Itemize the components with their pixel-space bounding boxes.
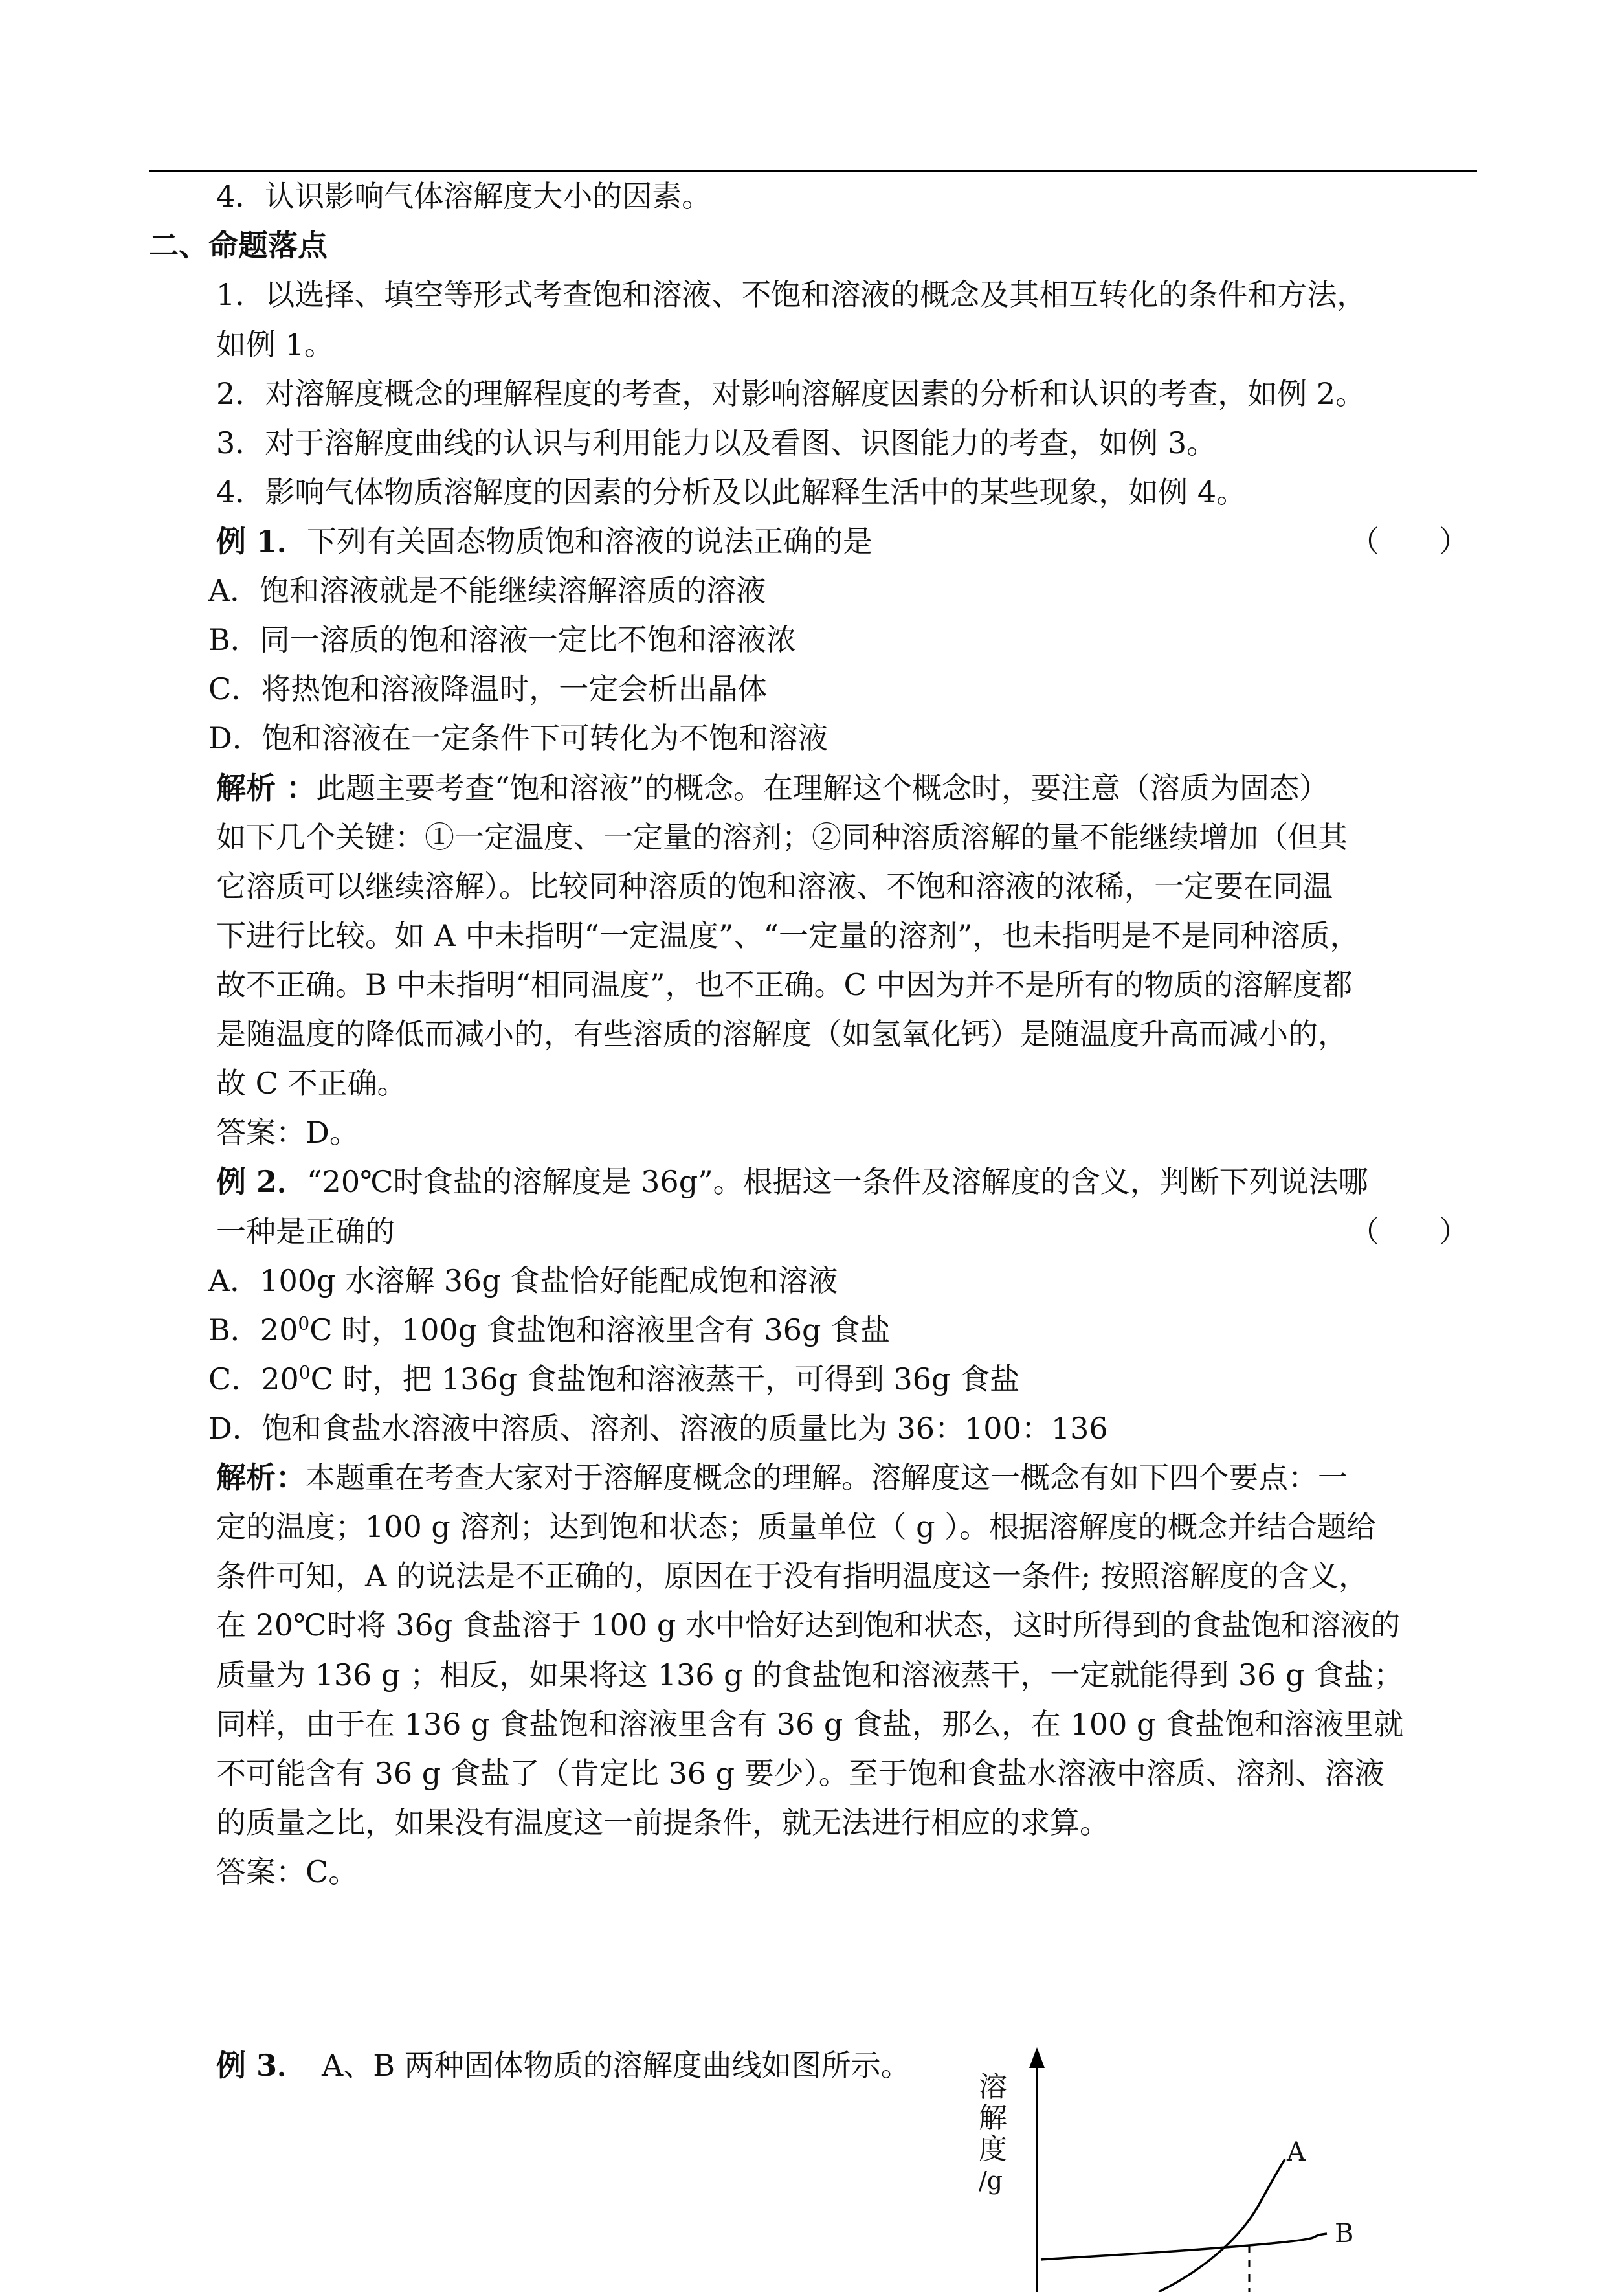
- text-line: 如下几个关键：①一定温度、一定量的溶剂；②同种溶质溶解的量不能继续增加（但其: [216, 820, 1348, 855]
- section-heading: 二、命题落点: [149, 228, 328, 263]
- answer-line: 答案：D。: [216, 1115, 359, 1150]
- text-line: 1．以选择、填空等形式考查饱和溶液、不饱和溶液的概念及其相互转化的条件和方法，: [216, 277, 1367, 312]
- header-rule: [149, 170, 1477, 172]
- text-line: 故 C 不正确。: [216, 1066, 407, 1101]
- text-line: 它溶质可以继续溶解）。比较同种溶质的饱和溶液、不饱和溶液的浓稀，一定要在同温: [216, 869, 1333, 904]
- option-b: B．同一溶质的饱和溶液一定比不饱和溶液浓: [208, 622, 796, 657]
- text-line: 是随温度的降低而减小的，有些溶质的溶解度（如氢氧化钙）是随温度升高而减小的，: [216, 1017, 1348, 1051]
- text-line: 质量为 136 g ；相反，如果将这 136 g 的食盐饱和溶液蒸干，一定就能得到 36 g 食盐；: [216, 1657, 1404, 1692]
- curve-b: [1041, 2234, 1327, 2260]
- text-line: 4．影响气体物质溶解度的因素的分析及以此解释生活中的某些现象，如例 4。: [216, 475, 1247, 510]
- text-line: 3．对于溶解度曲线的认识与利用能力以及看图、识图能力的考查，如例 3。: [216, 425, 1217, 460]
- text-line: 故不正确。B 中未指明“相同温度”，也不正确。C 中因为并不是所有的物质的溶解度都: [216, 967, 1353, 1002]
- text-line: 的质量之比，如果没有温度这一前提条件，就无法进行相应的求算。: [216, 1805, 1109, 1840]
- answer-bracket: （ ）: [1350, 524, 1469, 559]
- analysis-label: 解析 ：: [216, 770, 317, 805]
- text-line: 一种是正确的: [216, 1214, 395, 1249]
- example-1-question: [216, 522, 873, 561]
- option-b: [208, 1310, 890, 1349]
- superscript: 0: [298, 1312, 310, 1334]
- text-line: 同样，由于在 136 g 食盐饱和溶液里含有 36 g 食盐，那么，在 100 g 食盐饱和溶液里就: [216, 1707, 1404, 1742]
- analysis-line: [216, 769, 1329, 807]
- option-text: C 时，100g 食盐饱和溶液里含有 36g 食盐: [309, 1312, 891, 1347]
- text-line: 条件可知，A 的说法是不正确的，原因在于没有指明温度这一条件; 按照溶解度的含义，: [216, 1558, 1368, 1593]
- text-line: 定的温度；100 g 溶剂；达到饱和状态；质量单位（ g ）。根据溶解度的概念并结合题给: [216, 1509, 1377, 1544]
- example-label: 例 1．: [216, 524, 307, 559]
- example-2-question: [216, 1162, 1368, 1201]
- example-3-question: [216, 2046, 911, 2085]
- curve-a: [1159, 2159, 1285, 2292]
- superscript: 0: [298, 1362, 311, 1384]
- option-a: A．100g 水溶解 36g 食盐恰好能配成饱和溶液: [208, 1263, 838, 1298]
- option-text: C 时，把 136g 食盐饱和溶液蒸干，可得到 36g 食盐: [310, 1362, 1020, 1397]
- example-label: 例 3．: [216, 2048, 293, 2083]
- curve-b-label: B: [1335, 2219, 1354, 2249]
- solubility-curve-svg: [964, 2039, 1392, 2292]
- solubility-curve-figure: [964, 2039, 1392, 2292]
- text-line: 下进行比较。如 A 中未指明“一定温度”、“一定量的溶剂”，也未指明是不是同种溶质，: [216, 918, 1360, 953]
- analysis-text: 本题重在考查大家对于溶解度概念的理解。溶解度这一概念有如下四个要点：一: [306, 1460, 1348, 1495]
- option-d: D．饱和溶液在一定条件下可转化为不饱和溶液: [208, 721, 828, 756]
- question-text: “20℃时食盐的溶解度是 36g”。根据这一条件及溶解度的含义，判断下列说法哪: [307, 1164, 1368, 1199]
- analysis-text: 此题主要考查“饱和溶液”的概念。在理解这个概念时，要注意（溶质为固态）: [316, 770, 1329, 805]
- option-c: [208, 1360, 1019, 1399]
- text-line: 2．对溶解度概念的理解程度的考查，对影响溶解度因素的分析和认识的考查，如例 2。: [216, 376, 1366, 411]
- option-c: C．将热饱和溶液降温时，一定会析出晶体: [208, 671, 768, 706]
- analysis-line: [216, 1458, 1348, 1497]
- example-label: 例 2．: [216, 1164, 307, 1199]
- option-text: C．20: [208, 1362, 299, 1397]
- option-text: B．20: [208, 1312, 298, 1347]
- text-line: 4．认识影响气体溶解度大小的因素。: [216, 179, 712, 214]
- question-text: 下列有关固态物质饱和溶液的说法正确的是: [307, 524, 873, 559]
- answer-bracket: （ ）: [1350, 1214, 1469, 1249]
- option-d: D．饱和食盐水溶液中溶质、溶剂、溶液的质量比为 36：100：136: [208, 1411, 1108, 1446]
- answer-line: 答案：C。: [216, 1854, 359, 1889]
- y-axis-label-char: 溶: [979, 2071, 1007, 2104]
- y-axis-arrow: [1029, 2047, 1045, 2068]
- text-line: 如例 1。: [216, 327, 334, 362]
- text-line: 不可能含有 36 g 食盐了（肯定比 36 g 要少）。至于饱和食盐水溶液中溶质、溶剂、溶液: [216, 1756, 1385, 1791]
- question-text: A、B 两种固体物质的溶解度曲线如图所示。: [292, 2048, 911, 2083]
- option-a: A．饱和溶液就是不能继续溶解溶质的溶液: [208, 573, 766, 608]
- analysis-label: 解析：: [216, 1460, 306, 1495]
- y-axis-label-char: 度: [979, 2133, 1007, 2166]
- y-axis-label-char: /g: [979, 2166, 1003, 2195]
- curve-a-label: A: [1287, 2137, 1306, 2167]
- text-line: 在 20℃时将 36g 食盐溶于 100 g 水中恰好达到饱和状态，这时所得到的食盐饱和溶液的: [216, 1608, 1400, 1643]
- y-axis-label-char: 解: [979, 2102, 1007, 2135]
